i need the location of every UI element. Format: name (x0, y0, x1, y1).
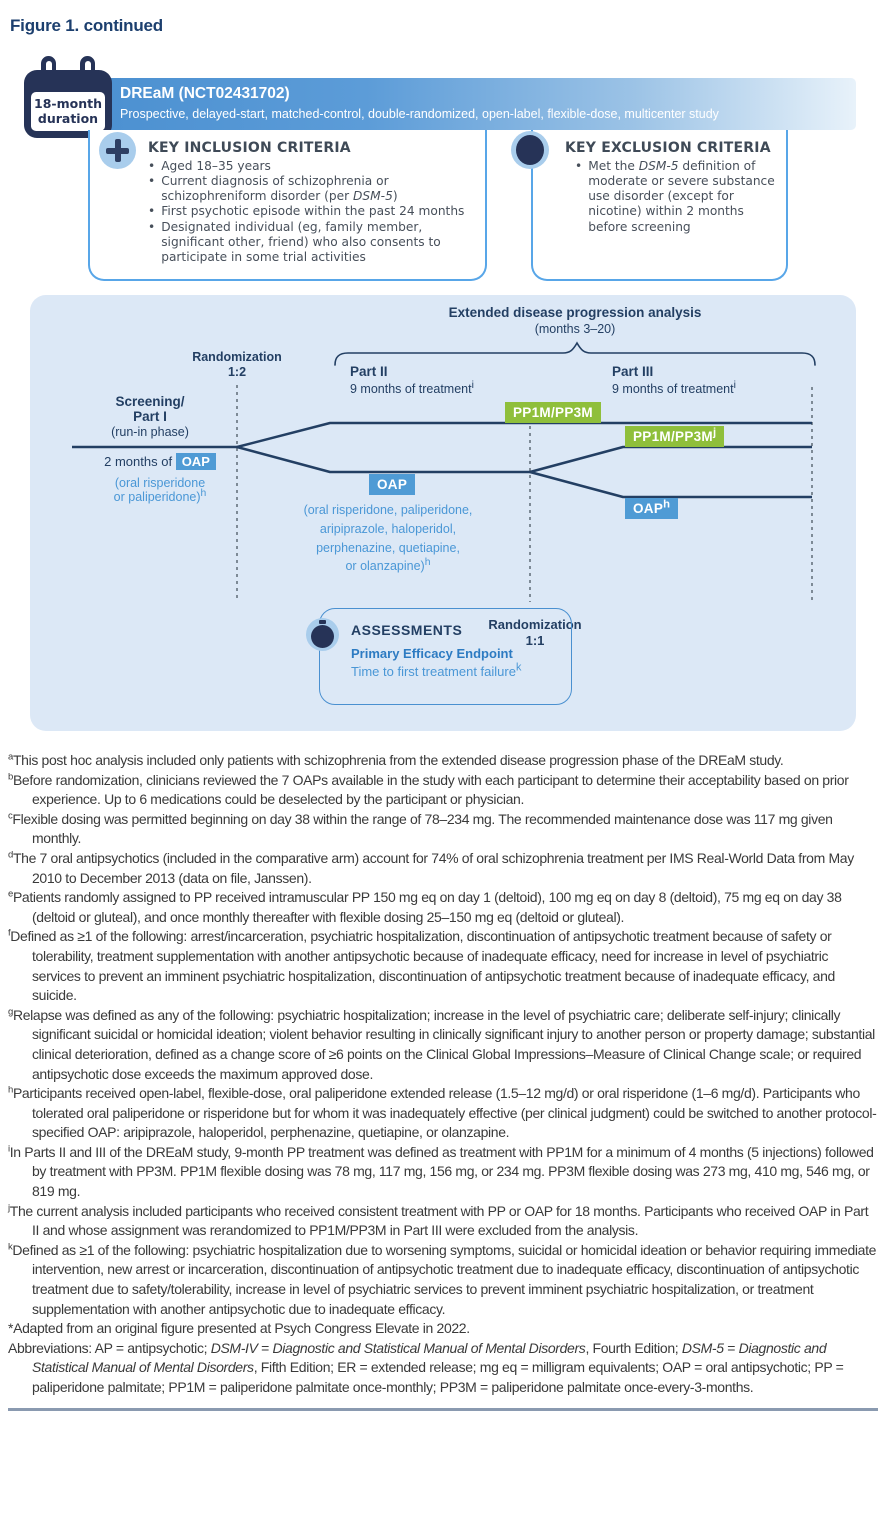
randomization-2-label: Randomization 1:1 (488, 617, 582, 649)
footnote: $^e$Patients randomly assigned to PP received intramuscular PP 150 mg eq on day 1 (deltoid), 100 mg eq on day 8 (deltoid), 75 mg eq on day 38 (deltoid or gluteal), and once monthly thereafter with flexible dosing 25–150 mg eq (deltoid or gluteal). (8, 888, 842, 925)
part3-duration: 9 months of treatment$^i$ (612, 379, 736, 396)
footnote: $^i$In Parts II and III of the DREaM study, 9-month PP treatment was defined as treatment with PP1M for a minimum of 4 months (5 injections) followed by treatment with PP3M. PP1M flexible dosing was 78 mg, 117 mg, 156 mg, or 234 mg. PP3M flexible dosing was 273 mg, 410 mg, 546 mg, or 819 mg. (8, 1143, 874, 1200)
footnote: $^b$Before randomization, clinicians reviewed the 7 OAPs available in the study with each participant to determine their acceptability based on prior experience. Up to 6 medications could be deselected by the participant or physician. (8, 770, 849, 808)
plus-icon (99, 132, 136, 169)
continued-oap-line (530, 472, 812, 497)
footnote: $^a$This post hoc analysis included only patients with schizophrenia from the extended disease progression phase of the DREaM study. (8, 751, 784, 768)
footnote: *Adapted from an original figure presented at Psych Congress Elevate in 2022. (8, 1320, 470, 1337)
criteria-bullet: • Met the DSM-5 definition of moderate or severe substance use disorder (except for nicotine) within 2 months before screening (575, 159, 775, 234)
criteria-bullet: • Designated individual (eg, family member, significant other, friend) who also consents to participate in some trial activities (148, 219, 441, 264)
inclusion-bullet-list (148, 159, 483, 265)
duration-badge: 18-month duration (31, 92, 105, 131)
primary-endpoint-text: Time to first treatment failure$^k$ (351, 661, 522, 679)
footnote: $^g$Relapse was defined as any of the following: psychiatric hospitalization; increase in the level of psychiatric care; deliberate self-injury; clinically significant suicidal or homicidal ideation; violent behavior resulting in clinically significant injury to another person or property damage; substantial clinical deterioration, defined as a change score of ≥6 points on the Clinical Global Impressions–Measure of Clinical Change scale; or required antipsychotic dose exceeds the maximum approved dose. (8, 1006, 875, 1082)
part3-label: Part III (612, 364, 654, 379)
criteria-bullet: • Aged 18–35 years (148, 159, 271, 173)
extended-analysis-title: Extended disease progression analysis (448, 305, 702, 320)
run-in-oap-chip: OAP (176, 453, 216, 470)
pp1m-pp3m-part3-chip: $PP1M/PP3M^j$ (625, 426, 724, 447)
criteria-bullet: • Current diagnosis of schizophrenia or schizophreniform disorder (per DSM-5) (148, 174, 398, 204)
pp-arm-line (237, 423, 812, 447)
footnotes (8, 751, 878, 1411)
rerandomized-pp-line (530, 447, 812, 472)
inclusion-title: KEY INCLUSION CRITERIA (148, 140, 351, 156)
assessments-title: ASSESSMENTS (351, 622, 463, 638)
exclusion-title: KEY EXCLUSION CRITERIA (565, 140, 771, 156)
study-title: DREaM (NCT02431702) (120, 85, 290, 102)
study-flow-diagram (30, 295, 856, 731)
study-header-bar (66, 78, 856, 130)
part2-label: Part II (350, 364, 388, 379)
footnote: Abbreviations: AP = antipsychotic; DSM-IV = Diagnostic and Statistical Manual of Mental Disorders, Fourth Edition; DSM-5 = Diagnostic and Statistical Manual of Mental Disorders, Fifth Edition; ER = extended release; mg eq = milligram equivalents; OAP = oral antipsychotic; PP = paliperidone palmitate; PP1M = paliperidone palmitate once-monthly; PP3M = paliperidone palmitate once-every-3-months. (8, 1339, 844, 1395)
part2-duration: 9 months of treatment$^i$ (350, 379, 474, 396)
oap-chip: OAP (369, 474, 415, 495)
run-in-text: 2 months of (104, 454, 173, 469)
oap-drug-list: (oral risperidone, paliperidone, aripiprazole, haloperidol, perphenazine, quetiapine, or olanzapine)$^h$ (303, 503, 473, 574)
stopwatch-icon (306, 618, 339, 651)
footnote: $^c$Flexible dosing was permitted beginning on day 38 within the range of 78–234 mg. The recommended maintenance dose was 117 mg given monthly. (8, 810, 833, 847)
inclusion-criteria-box (88, 130, 487, 281)
oap-part3-chip: OAP$^h$ (625, 498, 678, 519)
run-in-phase-label: (run-in phase) (111, 425, 189, 439)
brace-icon (335, 343, 815, 365)
criteria-bullet: • First psychotic episode within the past 24 months (148, 204, 465, 219)
footnote: $^h$Participants received open-label, flexible-dose, oral paliperidone extended release (1.5–12 mg/d) or oral risperidone (1–6 mg/d). Participants who tolerated oral paliperidone or risperidone but for whom it was inadequately effective (per clinical judgment) could be switched to another protocol-specified OAP: aripiprazole, haloperidol, perphenazine, quetiapine, or olanzapine. (8, 1084, 877, 1141)
footnote: $^j$The current analysis included participants who received consistent treatment with PP or OAP for 18 months. Participants who received OAP in Part II and whose assignment was rerandomized to PP1M/PP3M in Part III were excluded from the analysis. (8, 1202, 869, 1239)
figure-title: Figure 1. continued (10, 16, 163, 35)
pp1m-pp3m-chip: PP1M/PP3M (505, 402, 601, 423)
randomization-1-label: Randomization 1:2 (192, 350, 282, 379)
footnote: $^f$Defined as ≥1 of the following: arrest/incarceration, psychiatric hospitalization, discontinuation of antipsychotic treatment because of safety or tolerability, treatment supplementation with another antipsychotic because of inadequate efficacy, need for increase in level of psychiatric services to prevent an imminent psychiatric hospitalization, discontinuation of antipsychotic treatment because of inadequate efficacy, and suicide. (8, 927, 835, 1004)
study-subtitle: Prospective, delayed-start, matched-control, double-randomized, open-label, flexible-dose, multicenter study (120, 107, 719, 121)
circle-icon (511, 131, 549, 169)
assessments-box (319, 608, 572, 705)
run-in-drug-list: (oral risperidone or paliperidone)$^h$ (113, 476, 207, 504)
run-in-treatment (70, 453, 250, 470)
exclusion-bullet-list (575, 159, 783, 235)
exclusion-criteria-box (531, 130, 788, 281)
screening-label: Screening/ Part I (115, 394, 185, 425)
primary-endpoint-label: Primary Efficacy Endpoint (351, 646, 513, 661)
footnote: $^d$The 7 oral antipsychotics (included in the comparative arm) account for 74% of oral schizophrenia treatment per IMS Real-World Data from May 2010 to December 2013 (data on file, Janssen). (8, 849, 854, 886)
calendar-icon (24, 56, 112, 140)
footnote: $^k$Defined as ≥1 of the following: psychiatric hospitalization due to worsening symptoms, suicidal or homicidal ideation or behavior requiring immediate intervention, new arrest or incarceration, discontinuation of antipsychotic treatment due to inadequate efficacy, discontinuation of antipsychotic treatment due to safety/tolerability, increase in level of psychiatric services to prevent imminent psychiatric hospitalization, or treatment supplementation with another antipsychotic due to inadequate efficacy. (8, 1241, 877, 1317)
oap-arm-line (237, 447, 530, 472)
extended-analysis-subtitle: (months 3–20) (534, 322, 616, 336)
